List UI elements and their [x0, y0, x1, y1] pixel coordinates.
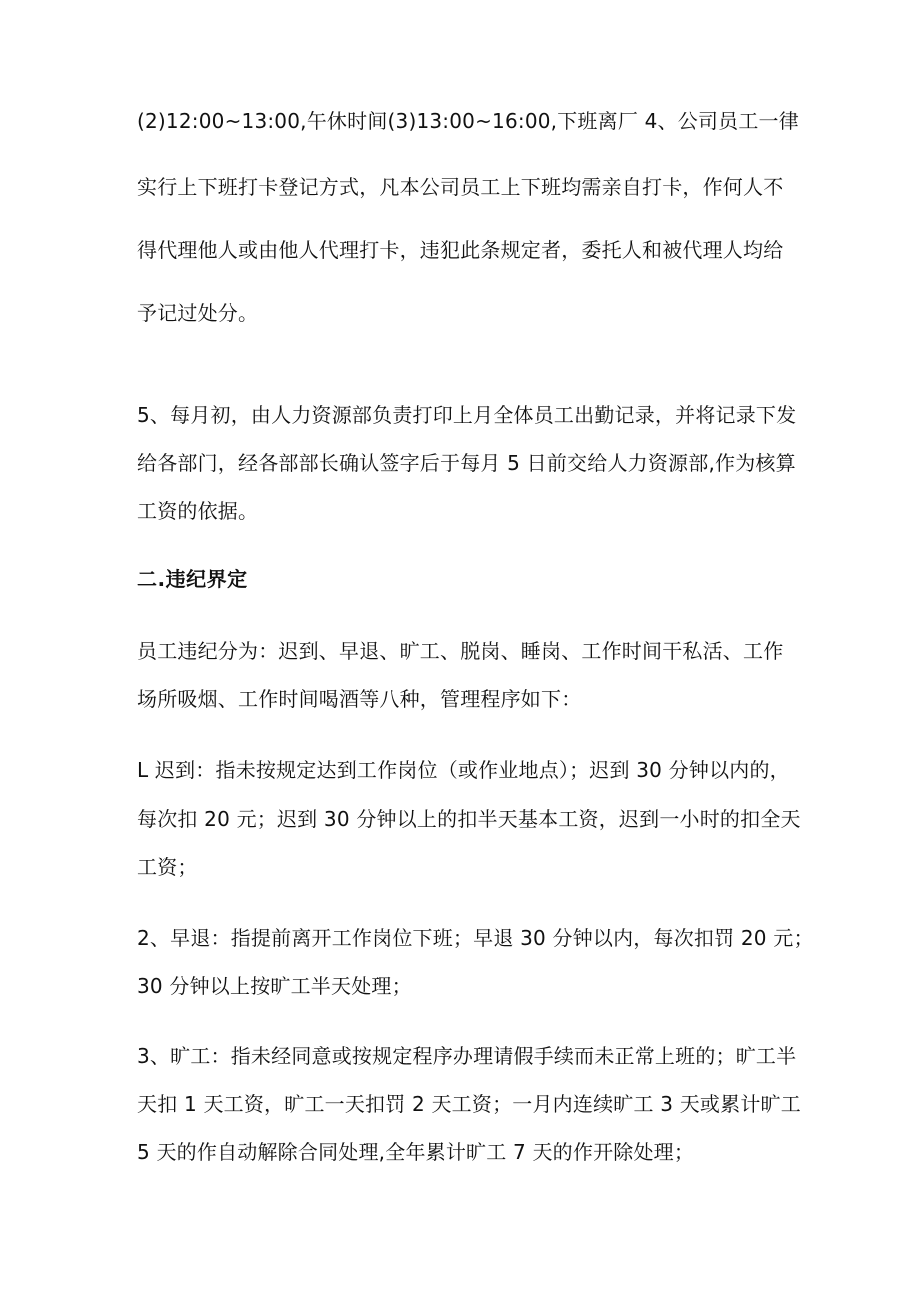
- para3-line-1: 员工违纪分为：迟到、早退、旷工、脱岗、睡岗、工作时间干私活、工作: [137, 639, 784, 663]
- section-heading: 二.违纪界定: [137, 567, 248, 591]
- para4-line-2: 每次扣 20 元；迟到 30 分钟以上的扣半天基本工资，迟到一小时的扣全天: [137, 807, 801, 831]
- para1-line-1: (2)12:00~13:00,午休时间(3)13:00~16:00,下班离厂 4、公司员工一律: [137, 109, 799, 133]
- para4-line-3: 工资；: [137, 855, 198, 879]
- para5-line-2: 30 分钟以上按旷工半天处理；: [137, 974, 412, 998]
- para2-line-3: 工资的依据。: [137, 499, 259, 523]
- para6-line-2: 天扣 1 天工资，旷工一天扣罚 2 天工资；一月内连续旷工 3 天或累计旷工: [137, 1092, 801, 1116]
- para4-line-1: L 迟到：指未按规定达到工作岗位（或作业地点）；迟到 30 分钟以内的，: [137, 758, 790, 782]
- para2-line-1: 5、每月初，由人力资源部负责打印上月全体员工出勤记录，并将记录下发: [137, 403, 797, 427]
- para1-line-4: 予记过处分。: [137, 301, 259, 325]
- para3-line-2: 场所吸烟、工作时间喝酒等八种，管理程序如下：: [137, 687, 582, 711]
- para1-line-2: 实行上下班打卡登记方式，凡本公司员工上下班均需亲自打卡，作何人不: [137, 175, 784, 199]
- para2-line-2: 给各部门，经各部部长确认签字后于每月 5 日前交给人力资源部,作为核算: [137, 451, 796, 475]
- para1-line-3: 得代理他人或由他人代理打卡，违犯此条规定者，委托人和被代理人均给: [137, 238, 784, 262]
- para6-line-1: 3、旷工：指未经同意或按规定程序办理请假手续而未正常上班的；旷工半: [137, 1044, 797, 1068]
- para6-line-3: 5 天的作自动解除合同处理,全年累计旷工 7 天的作开除处理；: [137, 1140, 695, 1164]
- para5-line-1: 2、早退：指提前离开工作岗位下班；早退 30 分钟以内，每次扣罚 20 元；: [137, 926, 814, 950]
